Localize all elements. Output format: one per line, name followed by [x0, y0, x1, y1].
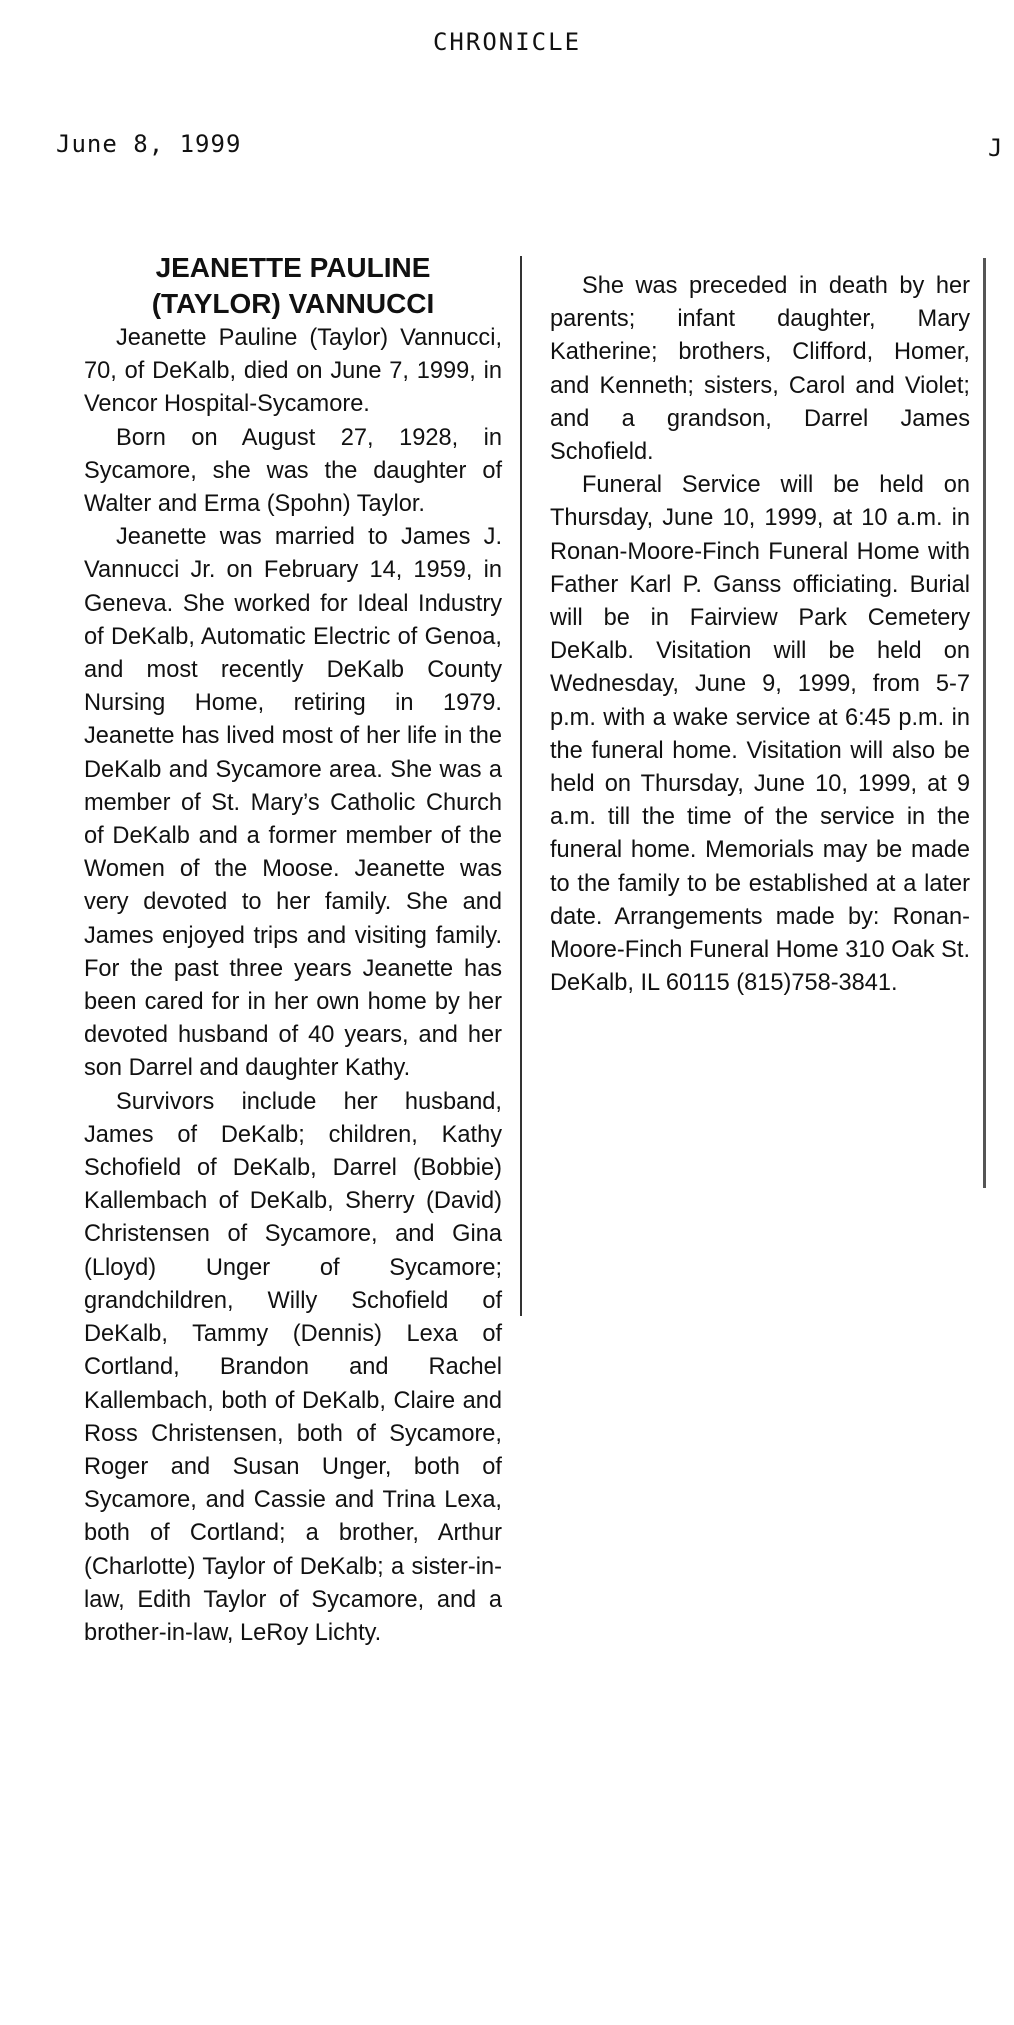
obituary-paragraph: She was preceded in death by her parents; infant daughter, Mary Katherine; brothers, Clifford, Homer, and Kenneth; sisters, Carol and Violet; and a grandson, Darrel James Schofield. [550, 273, 970, 466]
publication-date: June 8, 1999 [56, 130, 242, 158]
obituary-title-line-1: JEANETTE PAULINE [155, 252, 431, 283]
obituary-column-right [550, 270, 970, 1000]
obituary-paragraph: Jeanette was married to James J. Vannucci Jr. on February 14, 1959, in Geneva. She worked for Ideal Industry of DeKalb, Automatic Electric of Genoa, and most recently DeKalb County Nursing Home, retiring in 1979. Jeanette has lived most of her life in the DeKalb and Sycamore area. She was a member of St. Mary’s Catholic Church of DeKalb and a former member of the Women of the Moose. Jeanette was very devoted to her family. She and James enjoyed trips and visiting family. For the past three years Jeanette has been cared for in her own home by her devoted husband of 40 years, and her son Darrel and daughter Kathy. [84, 524, 502, 1082]
obituary-paragraph: Survivors include her husband, James of DeKalb; children, Kathy Schofield of DeKalb, Darrel (Bobbie) Kallembach of DeKalb, Sherry (David) Christensen of Sycamore, and Gina (Lloyd) Unger of Sycamore; grandchildren, Willy Schofield of DeKalb, Tammy (Dennis) Lexa of Cortland, Brandon and Rachel Kallembach, both of DeKalb, Claire and Ross Christensen, both of Sycamore, Roger and Susan Unger, both of Sycamore, and Cassie and Trina Lexa, both of Cortland; a brother, Arthur (Charlotte) Taylor of DeKalb; a sister-in-law, Edith Taylor of Sycamore, and a brother-in-law, LeRoy Lichty. [84, 1088, 502, 1646]
publication-name: CHRONICLE [432, 28, 582, 56]
obituary-column-left [84, 250, 502, 1650]
page-edge-mark: J [988, 134, 1003, 162]
obituary-title-line-2: (TAYLOR) VANNUCCI [151, 288, 435, 319]
clipping-edge-rule [983, 258, 986, 1188]
obituary-paragraph: Funeral Service will be held on Thursday, June 10, 1999, at 10 a.m. in Ronan-Moore-Finch Funeral Home with Father Karl P. Ganss officiating. Burial will be in Fairview Park Cemetery DeKalb. Visitation will be held on Wednesday, June 9, 1999, from 5-7 p.m. with a wake service at 6:45 p.m. in the funeral home. Visitation will also be held on Thursday, June 10, 1999, at 9 a.m. till the time of the service in the funeral home. Memorials may be made to the family to be established at a later date. Arrangements made by: Ronan-Moore-Finch Funeral Home 310 Oak St. DeKalb, IL 60115 (815)758-3841. [550, 472, 970, 997]
obituary-paragraph: Jeanette Pauline (Taylor) Vannucci, 70, of DeKalb, died on June 7, 1999, in Vencor Hospital-Sycamore. [84, 325, 502, 418]
obituary-paragraph: Born on August 27, 1928, in Sycamore, she was the daughter of Walter and Erma (Spohn) Taylor. [84, 424, 502, 518]
column-divider [520, 256, 522, 1316]
